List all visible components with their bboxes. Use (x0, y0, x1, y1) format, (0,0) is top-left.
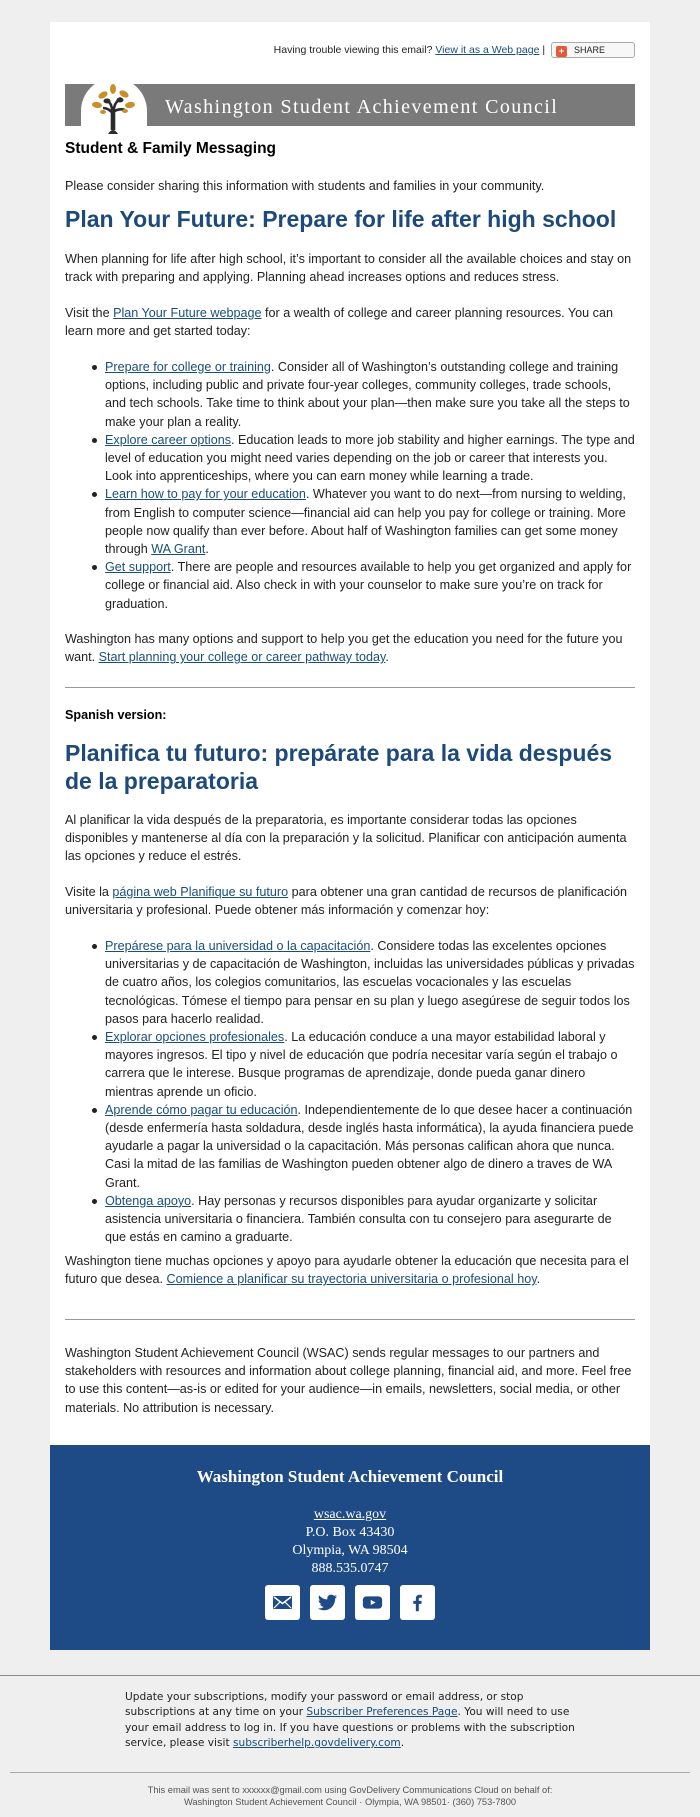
social-links (50, 1585, 650, 1620)
footer-city: Olympia, WA 98504 (292, 1543, 408, 1558)
explore-career-link[interactable]: Explore career options (105, 432, 232, 447)
subscriber-help-link[interactable]: subscriberhelp.govdelivery.com (232, 1737, 401, 1750)
start-planning-link[interactable]: Start planning your college or career pathway today (98, 650, 386, 665)
visit-english: Visit the Plan Your Future webpage for a wealth of college and career planning resources. You can learn more and get started today: (65, 306, 613, 339)
share-label: SHARE (574, 45, 606, 55)
list-item: Prepare for college or training. Consider all of Washington’s outstanding college and training options, including public and private four-year colleges, community colleges, trade schools, and tech schools. Take time to think about your plan—then make sure you take all the steps to make your plan a reality. (65, 358, 635, 431)
learn-pay-link[interactable]: Learn how to pay for your education (105, 487, 306, 502)
banner (65, 84, 635, 126)
obtenga-link[interactable]: Obtenga apoyo (105, 1193, 192, 1208)
view-web-link[interactable]: View it as a Web page (435, 43, 540, 56)
list-item: Obtenga apoyo. Hay personas y recursos disponibles para ayudar organizarte y solicitar asistencia universitaria o financiera. También consulta con tu consejero para asegurarte de que estás en camino a graduarte. (65, 1192, 635, 1247)
bullet-list-english (65, 358, 635, 613)
explorar-link[interactable]: Explorar opciones profesionales (105, 1030, 285, 1045)
sent-info-line2: Washington Student Achievement Council · Olympia, WA 98501· (360) 753-7800 (183, 1796, 517, 1807)
footer (50, 1445, 650, 1650)
twitter-icon[interactable] (310, 1585, 345, 1620)
visit-spanish: Visite la página web Planifique su futuro para obtener una gran cantidad de recursos de planificación universitaria y profesional. Puede obtener más información y comenzar hoy: (65, 885, 627, 918)
closing-spanish: Washington tiene muchas opciones y apoyo para ayudarle obtener la educación que necesita para el futuro que desea. Comience a planificar su trayectoria universitaria o profesional hoy. (65, 1254, 629, 1287)
divider (0, 1675, 700, 1676)
share-plus-icon: + (556, 46, 567, 57)
para-english-1: When planning for life after high school, it’s important to consider all the available choices and stay on track with preparing and applying. Planning ahead increases options and reduces stress. (65, 252, 632, 285)
sent-info-line1: This email was sent to xxxxxx@gmail.com using GovDelivery Communications Cloud on behalf of: (147, 1785, 553, 1795)
list-item: Explore career options. Education leads to more job stability and higher earnings. The type and level of education you might need varies depending on the job or career that interests you. Look into apprenticeships, where you can earn money while learning a trade. (65, 431, 635, 486)
para-spanish-1: Al planificar la vida después de la preparatoria, es importante considerar todas las opciones disponibles y mantenerse al día con la preparación y la solicitud. Planificar con anticipación aumenta las opciones y reduce el estrés. (65, 813, 627, 864)
email-card (50, 22, 650, 1650)
divider (65, 1319, 635, 1320)
subscription-info: Update your subscriptions, modify your password or email address, or stop subscriptions at any time on your Subscriber Preferences Page. You will need to use your email address to log in. If you have questions or problems with the subscription service, please visit subscriberhelp.govdelivery.com. (125, 1691, 575, 1750)
bullet-list-spanish (65, 937, 635, 1246)
closing-english: Washington has many options and support to help you get the education you need for the future you want. Start planning your college or career pathway today. (65, 632, 623, 665)
wa-grant-link[interactable]: WA Grant (151, 542, 206, 557)
section-label-english: Student & Family Messaging (65, 140, 277, 157)
footer-title: Washington Student Achievement Council (196, 1467, 504, 1486)
footer-website-link[interactable]: wsac.wa.gov (313, 1507, 387, 1522)
comience-link[interactable]: Comience a planificar su trayectoria universitaria o profesional hoy (166, 1272, 537, 1287)
footer-po-box: P.O. Box 43430 (305, 1525, 395, 1540)
trouble-text: Having trouble viewing this email? (273, 43, 433, 56)
facebook-icon[interactable] (400, 1585, 435, 1620)
preparese-link[interactable]: Prepárese para la universidad o la capacitación (105, 939, 371, 953)
list-item: Explorar opciones profesionales. La educación conduce a una mayor estabilidad laboral y mayores ingresos. El tipo y nivel de educación que podría necesitar varía según el trabajo o carrera que le interese. Busque programas de aprendizaje, donde pueda ganar dinero mientras aprende un oficio. (65, 1028, 635, 1101)
about-text: Washington Student Achievement Council (WSAC) sends regular messages to our partners and stakeholders with resources and information about college planning, financial aid, and more. Feel free to use this content—as-is or edited for your audience—in emails, newsletters, social media, or other materials. No attribution is necessary. (65, 1346, 632, 1415)
separator: | (542, 43, 546, 56)
headline-spanish: Planifica tu futuro: prepárate para la vida después de la preparatoria (65, 740, 613, 794)
intro-text: Please consider sharing this information with students and families in your community. (65, 179, 545, 193)
youtube-icon[interactable] (355, 1585, 390, 1620)
header-topline (65, 42, 635, 58)
headline-english: Plan Your Future: Prepare for life after high school (65, 206, 617, 232)
list-item: Get support. There are people and resources available to help you get organized and apply for college or financial aid. Also check in with your counselor to make sure you’re on track for graduation. (65, 558, 635, 613)
list-item: Aprende cómo pagar tu educación. Independientemente de lo que desee hacer a continuación (desde enfermería hasta soldadura, desde inglés hasta informática), la ayuda financiera puede ayudarle a pagar la universidad o la capacitación. Más personas califican ahora que nunca. Casi la mitad de las familias de Washington pueden obtener algo de dinero a traves de WA Grant. (65, 1101, 635, 1192)
email-icon[interactable] (265, 1585, 300, 1620)
banner-title: Washington Student Achievement Council (165, 96, 559, 118)
list-item: Prepárese para la universidad o la capacitación. Considere todas las excelentes opciones universitarias y de capacitación de Washington, incluidas las universidades públicas y privadas de cuatro años, los colegios comunitarios, las escuelas vocacionales y las escuelas tecnológicas. Tómese el tiempo para pensar en su plan y luego asegúrese de seguir todos los pasos para hacerlo realidad. (65, 937, 635, 1028)
tree-logo-icon (81, 78, 147, 134)
sent-info (0, 1785, 700, 1808)
get-support-link[interactable]: Get support (105, 560, 171, 575)
divider (65, 687, 635, 688)
wsac-logo (81, 78, 147, 134)
share-button[interactable] (551, 42, 635, 58)
plan-your-future-link[interactable]: Plan Your Future webpage (113, 306, 262, 320)
divider (10, 1772, 690, 1773)
footer-phone: 888.535.0747 (311, 1561, 389, 1576)
list-item: Learn how to pay for your education. Whatever you want to do next—from nursing to welding, from English to computer science—financial aid can help you pay for college or training. More people now qualify than ever before. About half of Washington families can get some money through WA Grant. (65, 485, 635, 558)
subscriber-preferences-link[interactable]: Subscriber Preferences Page (306, 1706, 458, 1719)
section-label-spanish: Spanish version: (65, 708, 167, 722)
aprende-link[interactable]: Aprende cómo pagar tu educación (105, 1102, 298, 1117)
planifique-link[interactable]: página web Planifique su futuro (112, 885, 289, 899)
prepare-college-link[interactable]: Prepare for college or training (105, 360, 271, 374)
